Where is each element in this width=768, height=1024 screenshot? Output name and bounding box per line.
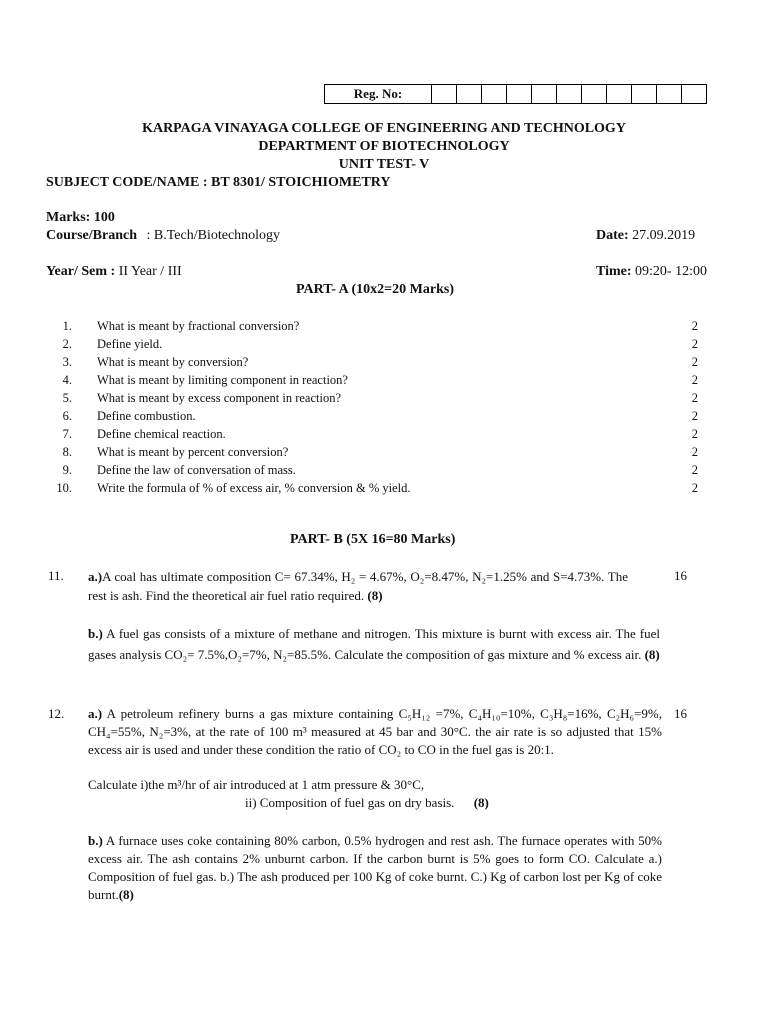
- year-sem: [46, 264, 182, 280]
- list-item: [48, 461, 698, 479]
- part-b-title: PART- B (5X 16=80 Marks): [290, 532, 456, 547]
- question-number: 9.: [62, 463, 72, 477]
- year-value: II Year / III: [118, 264, 182, 279]
- q11a-paragraph: [88, 567, 628, 605]
- q12a-calc-line-2: [245, 795, 489, 811]
- question-mark: 2: [691, 481, 698, 495]
- list-item: [48, 389, 698, 407]
- reg-no-box: [557, 85, 582, 103]
- q12a-label: a.): [88, 706, 103, 721]
- reg-no-box: [582, 85, 607, 103]
- list-item: [48, 479, 698, 497]
- time-field: [596, 264, 707, 280]
- q11b-label: b.): [88, 626, 103, 641]
- part-a-title: PART- A (10x2=20 Marks): [296, 282, 454, 297]
- course-branch: [46, 228, 280, 244]
- college-name: KARPAGA VINAYAGA COLLEGE OF ENGINEERING AND TECHNOLOGY: [142, 121, 626, 136]
- q12b-label: b.): [88, 833, 103, 848]
- question-number: 8.: [62, 445, 72, 459]
- list-item: [48, 353, 698, 371]
- q11b-marks: (8): [644, 647, 660, 662]
- question-text: Define yield.: [97, 337, 163, 351]
- question-mark: 2: [691, 319, 698, 333]
- question-text: Define the law of conversation of mass.: [97, 463, 296, 477]
- time-label: Time:: [596, 264, 632, 279]
- question-mark: 2: [691, 373, 698, 387]
- year-label: Year/ Sem :: [46, 264, 116, 279]
- date-label: Date:: [596, 228, 629, 243]
- reg-no-box: [507, 85, 532, 103]
- q12a-calc-text: ii) Composition of fuel gas on dry basis.: [245, 795, 455, 810]
- reg-no-box: [532, 85, 557, 103]
- question-number: 4.: [62, 373, 72, 387]
- q12a-paragraph: [88, 705, 662, 759]
- reg-no-table: [324, 84, 707, 104]
- date-field: [596, 228, 695, 244]
- reg-no-box: [482, 85, 507, 103]
- list-item: [48, 335, 698, 353]
- question-number: 5.: [62, 391, 72, 405]
- list-item: [48, 371, 698, 389]
- list-item: [48, 407, 698, 425]
- question-text: Write the formula of % of excess air, % conversion & % yield.: [97, 481, 411, 495]
- date-value: 27.09.2019: [632, 228, 696, 243]
- question-text: What is meant by fractional conversion?: [97, 319, 300, 333]
- question-number: 2.: [62, 337, 72, 351]
- question-mark: 16: [674, 706, 687, 721]
- question-text: Define chemical reaction.: [97, 427, 226, 441]
- test-title: UNIT TEST- V: [338, 157, 430, 172]
- question-number: 11.: [48, 568, 64, 583]
- department-name: DEPARTMENT OF BIOTECHNOLOGY: [258, 139, 510, 154]
- question-number: 3.: [62, 355, 72, 369]
- list-item: [48, 425, 698, 443]
- question-text: Define combustion.: [97, 409, 196, 423]
- question-mark: 2: [691, 391, 698, 405]
- marks-total: Marks: 100: [46, 210, 115, 225]
- q11a-text: A coal has ultimate composition C= 67.34%, H₂ = 4.67%, O₂=8.47%, N₂=1.25% and S=4.73%. The rest is ash. Find the theoretical air fuel ratio required.: [88, 569, 628, 603]
- reg-no-box: [432, 85, 457, 103]
- q12a-calc-line: Calculate i)the m³/hr of air introduced at 1 atm pressure & 30°C,: [88, 777, 425, 792]
- question-mark: 2: [691, 445, 698, 459]
- question-mark: 16: [674, 568, 687, 583]
- question-text: What is meant by percent conversion?: [97, 445, 289, 459]
- q11b-paragraph: [88, 623, 660, 665]
- question-number: 1.: [62, 319, 72, 333]
- question-number: 7.: [62, 427, 72, 441]
- question-text: What is meant by conversion?: [97, 355, 249, 369]
- question-mark: 2: [691, 355, 698, 369]
- q12b-paragraph: [88, 832, 662, 904]
- course-value: : B.Tech/Biotechnology: [146, 228, 281, 243]
- question-number: 6.: [62, 409, 72, 423]
- reg-no-label: Reg. No:: [325, 85, 432, 103]
- question-mark: 2: [691, 337, 698, 351]
- question-number: 12.: [48, 706, 65, 721]
- q12b-text: A furnace uses coke containing 80% carbon, 0.5% hydrogen and rest ash. The furnace operates with 50% excess air. The ash contains 2% unburnt carbon. If the carbon burnt is 5% goes to form CO. Calculate a.) Composition of fuel gas. b.) The ash produced per 100 Kg of coke burnt. C.) Kg of carbon lost per Kg of coke burnt.: [88, 833, 662, 902]
- course-label: Course/Branch: [46, 228, 137, 243]
- reg-no-box: [607, 85, 632, 103]
- question-text: What is meant by limiting component in reaction?: [97, 373, 348, 387]
- question-mark: 2: [691, 409, 698, 423]
- reg-no-box: [457, 85, 482, 103]
- reg-no-box: [632, 85, 657, 103]
- time-value: 09:20- 12:00: [635, 264, 707, 279]
- part-a-question-list: [48, 317, 698, 497]
- question-text: What is meant by excess component in reaction?: [97, 391, 342, 405]
- question-mark: 2: [691, 427, 698, 441]
- q11a-marks: (8): [367, 588, 383, 603]
- question-number: 10.: [56, 481, 72, 495]
- list-item: [48, 443, 698, 461]
- q12a-marks: (8): [473, 795, 489, 810]
- q12a-text: A petroleum refinery burns a gas mixture containing C₅H₁₂ =7%, C₄H₁₀=10%, C₃H₈=16%, C₂H₆=9%, CH₄=55%, N₂=3%, at the rate of 100 m³ measured at 45 bar and 30°C. the air rate is so adjusted that 15% excess air is used and under these condition the ratio of CO₂ to CO in the fuel gas is 20:1.: [88, 706, 662, 757]
- list-item: [48, 317, 698, 335]
- q11b-text: A fuel gas consists of a mixture of methane and nitrogen. This mixture is burnt with excess air. The fuel gases analysis CO₂= 7.5%,O₂=7%, N₂=85.5%. Calculate the composition of gas mixture and % excess air.: [88, 626, 660, 662]
- question-mark: 2: [691, 463, 698, 477]
- reg-no-box: [682, 85, 706, 103]
- q12b-marks: (8): [118, 887, 134, 902]
- q11a-label: a.): [88, 569, 103, 584]
- reg-no-box: [657, 85, 682, 103]
- subject-line: SUBJECT CODE/NAME : BT 8301/ STOICHIOMETRY: [46, 175, 391, 190]
